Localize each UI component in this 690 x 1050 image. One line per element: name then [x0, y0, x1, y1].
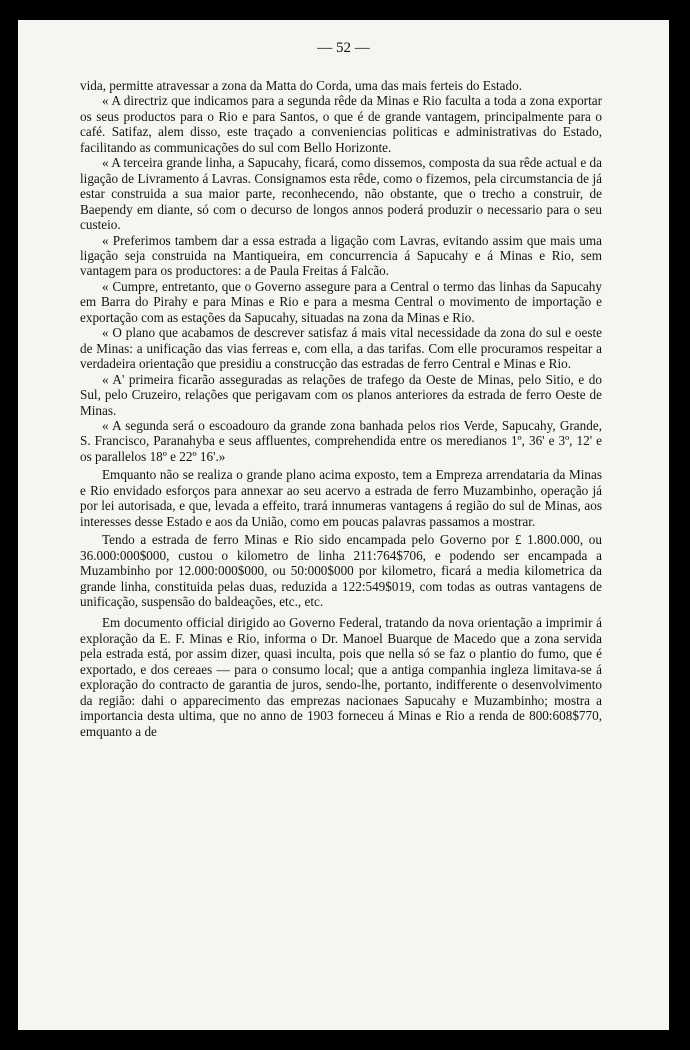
paragraph: Em documento official dirigido ao Governo Federal, tratando da nova orientação a imprimir á exploração da E. F. Minas e Rio, informa o Dr. Manoel Buarque de Macedo que a zona servida pela estrada está, por assim dizer, quasi inculta, pois que nella só se faz o plantio do fumo, que é exportado, e dos cereaes — para o consumo local; que a antiga companhia ingleza limitava-se á exploração do contracto de garantia de juros, sendo-lhe, portanto, indifferente o desenvolvimento da região: dahi o apparecimento das emprezas nacionaes Sapucahy e Muzambinho; mostra a importancia desta ultima, que no anno de 1903 forneceu á Minas e Rio a renda de 800:608$770, emquanto a de [80, 615, 602, 739]
paragraph: « A directriz que indicamos para a segunda rêde da Minas e Rio faculta a toda a zona exportar os seus productos para o Rio e para Santos, o que é de grande vantagem, principalmente para o café. Satifaz, alem disso, este traçado a conveniencias politicas e administrativas do Estado, facilitando as communicações do sul com Bello Horizonte. [80, 93, 602, 155]
paragraph: « Preferimos tambem dar a essa estrada a ligação com Lavras, evitando assim que mais uma ligação seja construida na Mantiqueira, em concurrencia á Sapucahy e á Minas e Rio, sem vantagem para os productores: a de Paula Freitas á Falcão. [80, 232, 602, 279]
book-page [18, 20, 669, 1030]
body-text [80, 78, 602, 739]
paragraph: Emquanto não se realiza o grande plano acima exposto, tem a Empreza arrendataria da Minas e Rio envidado esforços para annexar ao seu acervo a estrada de ferro Muzambinho, operação já por lei autorisada, e que, levada a effeito, trará innumeras vantagens á região do sul de Minas, aos interesses desse Estado e aos da União, como em poucas palavras passamos a mostrar. [80, 467, 602, 529]
paragraph: vida, permitte atravessar a zona da Matta do Corda, uma das mais ferteis do Estado. [80, 78, 523, 93]
paragraph: « A' primeira ficarão asseguradas as relações de trafego da Oeste de Minas, pelo Sitio, e do Sul, pelo Cruzeiro, relações que perigavam com os planos anteriores da estrada de ferro Oeste de Minas. [80, 371, 602, 418]
paragraph: « A segunda será o escoadouro da grande zona banhada pelos rios Verde, Sapucahy, Grande, S. Francisco, Paranahyba e seus affluentes, comprehendida entre os meredianos 1º, 36' e 3º, 12' e os parallelos 18º e 22º 16'.» [80, 417, 602, 464]
paragraph: Tendo a estrada de ferro Minas e Rio sido encampada pelo Governo por £ 1.800.000, ou 36.000:000$000, custou o kilometro de linha 211:764$706, e podendo ser encampada a Muzambinho por 12.000:000$000, ou 50:000$000 por kilometro, ficará a media kilometrica da grande linha, constituida pelas duas, reduzida a 122:549$019, com todas as outras vantagens de unificação, suspensão do baldeações, etc., etc. [80, 532, 602, 609]
paragraph: « O plano que acabamos de descrever satisfaz á mais vital necessidade da zona do sul e oeste de Minas: a unificação das vias ferreas e, com ella, a das tarifas. Com elle procuramos respeitar a verdadeira orientação que presidiu a construcção das estradas de ferro Central e Minas e Rio. [80, 325, 602, 372]
page-number: — 52 — [317, 40, 370, 56]
paragraph: « Cumpre, entretanto, que o Governo assegure para a Central o termo das linhas da Sapucahy em Barra do Pirahy e para Minas e Rio e para a mesma Central o movimento de importação e exportação com as estações da Sapucahy, situadas na zona da Minas e Rio. [80, 278, 602, 325]
paragraph: « A terceira grande linha, a Sapucahy, ficará, como dissemos, composta da sua rêde actual e da ligação de Livramento á Lavras. Consignamos esta rêde, como o fizemos, pela circumstancia de já estar construida a sua maior parte, reconhecendo, não obstante, que o trecho a construir, de Baependy em diante, só com o decurso de longos annos poderá produzir o necessario para o seu custeio. [80, 155, 602, 233]
